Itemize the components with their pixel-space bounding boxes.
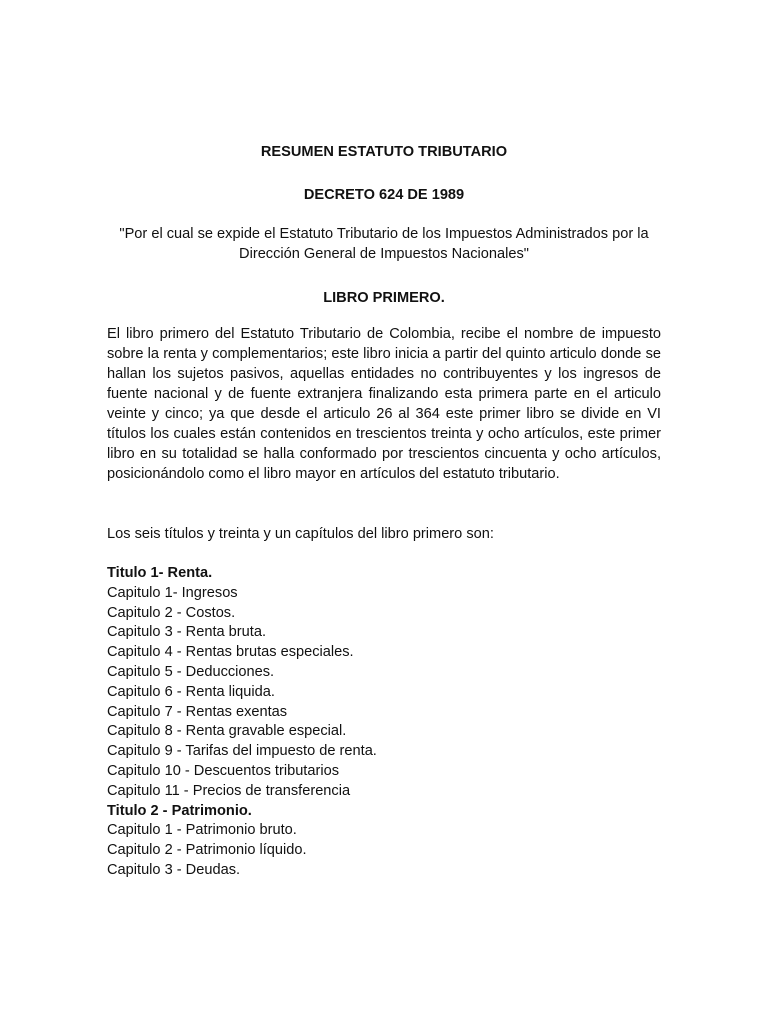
list-item: Capitulo 1 - Patrimonio bruto. [107,822,297,839]
document-title: RESUMEN ESTATUTO TRIBUTARIO [260,144,508,160]
list-item: Capitulo 3 - Renta bruta. [107,624,266,641]
list-item: Titulo 2 - Patrimonio. [107,802,252,819]
list-item: Capitulo 3 - Deudas. [107,861,241,878]
summary-line: Los seis títulos y treinta y un capítulos del libro primero son: [107,526,494,542]
list-item: Capitulo 9 - Tarifas del impuesto de renta. [107,743,377,760]
list-item: Titulo 1- Renta. [107,565,213,581]
decree-heading: DECRETO 624 DE 1989 [303,187,465,203]
list-item: Capitulo 8 - Renta gravable especial. [107,723,347,740]
decree-subtitle: "Por el cual se expide el Estatuto Tributario de los Impuestos Administrados por la Dirección General de Impuestos Nacionales" [119,226,649,262]
list-item: Capitulo 2 - Costos. [107,604,236,621]
titles-chapters-list [107,564,661,881]
list-item: Capitulo 10 - Descuentos tributarios [107,762,339,779]
list-item: Capitulo 4 - Rentas brutas especiales. [107,644,354,661]
list-item: Capitulo 7 - Rentas exentas [107,703,288,720]
list-item: Capitulo 6 - Renta liquida. [107,683,275,700]
book-title: LIBRO PRIMERO. [323,290,445,306]
list-item: Capitulo 2 - Patrimonio líquido. [107,842,307,859]
intro-paragraph: El libro primero del Estatuto Tributario de Colombia, recibe el nombre de impuesto sobre la renta y complementarios; este libro inicia a partir del quinto articulo donde se hallan los sujetos pasivos, aquellas entidades no contribuyentes y los ingresos de fuente nacional y de fuente extranjera finalizando esta primera parte en el articulo veinte y cinco; ya que desde el articulo 26 al 364 este primer libro se divide en VI títulos los cuales están contenidos en trescientos treinta y ocho artículos, este primer libro en su totalidad se halla conformado por trescientos cincuenta y ocho artículos, posicionándolo como el libro mayor en artículos del estatuto tributario. [107,326,661,482]
list-item: Capitulo 5 - Deducciones. [107,663,275,680]
list-item: Capitulo 11 - Precios de transferencia [107,782,351,799]
list-item: Capitulo 1- Ingresos [107,584,238,601]
